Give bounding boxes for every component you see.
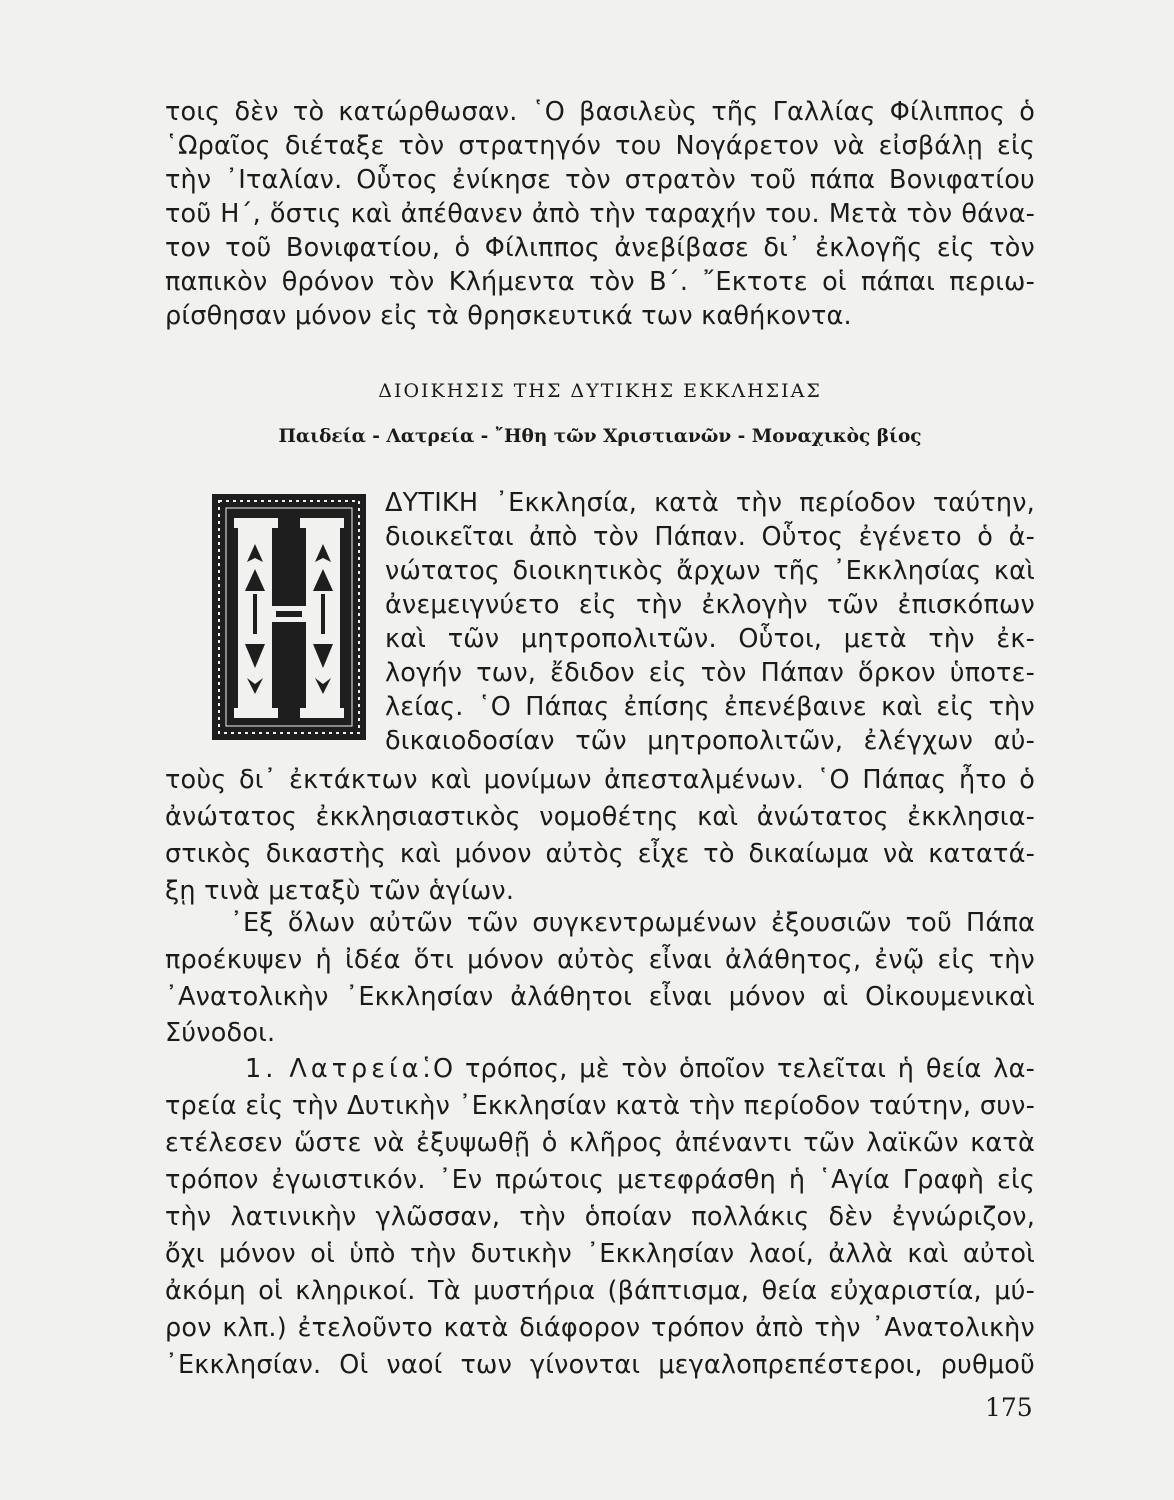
text-line: ἀνεμειγνύετο εἰς τὴν ἐκλογὴν τῶν ἐπισκόπων [385,590,1035,620]
text-line: ῾Ο τρόπος, μὲ τὸν ὁποῖον τελεῖται ἡ θεία λα- [420,1054,1035,1084]
text-line: ΔΥΤΙΚΗ ᾿Εκκλησία, κατὰ τὴν περίοδον ταύτην, [385,488,1035,518]
text-line: δικαιοδοσίαν τῶν μητροπολιτῶν, ἐλέγχων αὐ- [385,726,1035,756]
text-line: τρόπον ἐγωιστικόν. ᾿Εν πρώτοις μετεφράσθη ἡ ῾Αγία Γραφὴ εἰς [165,1165,1035,1195]
text-line: ρίσθησαν μόνον εἰς τὰ θρησκευτικά των καθήκοντα. [165,301,852,331]
text-line: ετέλεσεν ὥστε νὰ ἐξυψωθῇ ὁ κλῆρος ἀπέναντι τῶν λαϊκῶν κατὰ [165,1128,1035,1158]
text-line: ἀνώτατος ἐκκλησιαστικὸς νομοθέτης καὶ ἀνώτατος ἐκκλησια- [165,802,1035,832]
text-line: ᾿Εκκλησίαν. Οἱ ναοί των γίνονται μεγαλοπρεπέστεροι, ρυθμοῦ [165,1350,1035,1380]
text-line: προέκυψεν ἡ ἰδέα ὅτι μόνον αὐτὸς εἶναι ἀλάθητος, ἐνῷ εἰς τὴν [165,945,1035,975]
text-line: λείας. ῾Ο Πάπας ἐπίσης ἐπενέβαινε καὶ εἰς τὴν [385,692,1035,722]
text-line: ὄχι μόνον οἱ ὑπὸ τὴν δυτικὴν ᾿Εκκλησίαν λαοί, ἀλλὰ καὶ αὐτοὶ [165,1239,1035,1269]
text-line: ῾Ωραῖος διέταξε τὸν στρατηγόν του Νογάρετον νὰ εἰσβάλῃ εἰς [165,131,1035,161]
section-subheading: Παιδεία - Λατρεία - ῎Ηθη τῶν Χριστιανῶν - Μοναχικὸς βίος [278,426,922,447]
dropcap-ornament-icon [212,494,366,740]
dropcap-letter: Η [289,730,290,731]
page-number: 175 [985,1393,1033,1422]
text-line: τὴν λατινικὴν γλῶσσαν, τὴν ὁποίαν πολλάκις δὲν ἐγνώριζον, [165,1202,1035,1232]
text-line: τοῦ Η΄, ὅστις καὶ ἀπέθανεν ἀπὸ τὴν ταραχήν του. Μετὰ τὸν θάνα- [165,199,1035,229]
decorative-dropcap [212,494,366,740]
text-line: τρεία εἰς τὴν Δυτικὴν ᾿Εκκλησίαν κατὰ τὴν περίοδον ταύτην, συν- [165,1091,1035,1121]
text-line: παπικὸν θρόνον τὸν Κλήμεντα τὸν Β΄. ῎Εκτοτε οἱ πάπαι περιω- [165,267,1035,297]
text-line: τοὺς δι᾿ ἐκτάκτων καὶ μονίμων ἀπεσταλμένων. ῾Ο Πάπας ἦτο ὁ [165,765,1035,795]
text-line: νώτατος διοικητικὸς ἄρχων τῆς ᾿Εκκλησίας καὶ [385,556,1035,586]
text-line: ᾿Εξ ὅλων αὐτῶν τῶν συγκεντρωμένων ἐξουσιῶν τοῦ Πάπα [230,908,1035,938]
text-line: στικὸς δικαστὴς καὶ μόνον αὐτὸς εἶχε τὸ δικαίωμα νὰ κατατά- [165,839,1035,869]
text-line: τὴν ᾿Ιταλίαν. Οὗτος ἐνίκησε τὸν στρατὸν τοῦ πάπα Βονιφατίου [165,165,1035,195]
text-line: Σύνοδοι. [165,1018,276,1048]
text-line: ξῃ τινὰ μεταξὺ τῶν ἁγίων. [165,876,515,906]
text-line: ᾿Ανατολικὴν ᾿Εκκλησίαν ἀλάθητοι εἶναι μόνον αἱ Οἰκουμενικαὶ [165,982,1035,1012]
section-heading: ΔΙΟΙΚΗΣΙΣ ΤΗΣ ΔΥΤΙΚΗΣ ΕΚΚΛΗΣΙΑΣ [378,380,822,402]
text-line: λογήν των, ἔδιδον εἰς τὸν Πάπαν ὅρκον ὑποτε- [385,658,1035,688]
text-line: ἀκόμη οἱ κληρικοί. Τὰ μυστήρια (βάπτισμα, θεία εὐχαριστία, μύ- [165,1276,1035,1306]
text-line: καὶ τῶν μητροπολιτῶν. Οὗτοι, μετὰ τὴν ἐκ- [385,624,1035,654]
latreia-label: 1. Λατρεία. [245,1054,435,1084]
text-line: διοικεῖται ἀπὸ τὸν Πάπαν. Οὗτος ἐγένετο ὁ ἀ- [385,522,1035,552]
text-line: τον τοῦ Βονιφατίου, ὁ Φίλιππος ἀνεβίβασε δι᾿ ἐκλογῆς εἰς τὸν [165,233,1035,263]
text-line: τοις δὲν τὸ κατώρθωσαν. ῾Ο βασιλεὺς τῆς Γαλλίας Φίλιππος ὁ [165,97,1035,127]
text-line: ρον κλπ.) ἐτελοῦντο κατὰ διάφορον τρόπον ἀπὸ τὴν ᾿Ανατολικὴν [165,1313,1035,1343]
